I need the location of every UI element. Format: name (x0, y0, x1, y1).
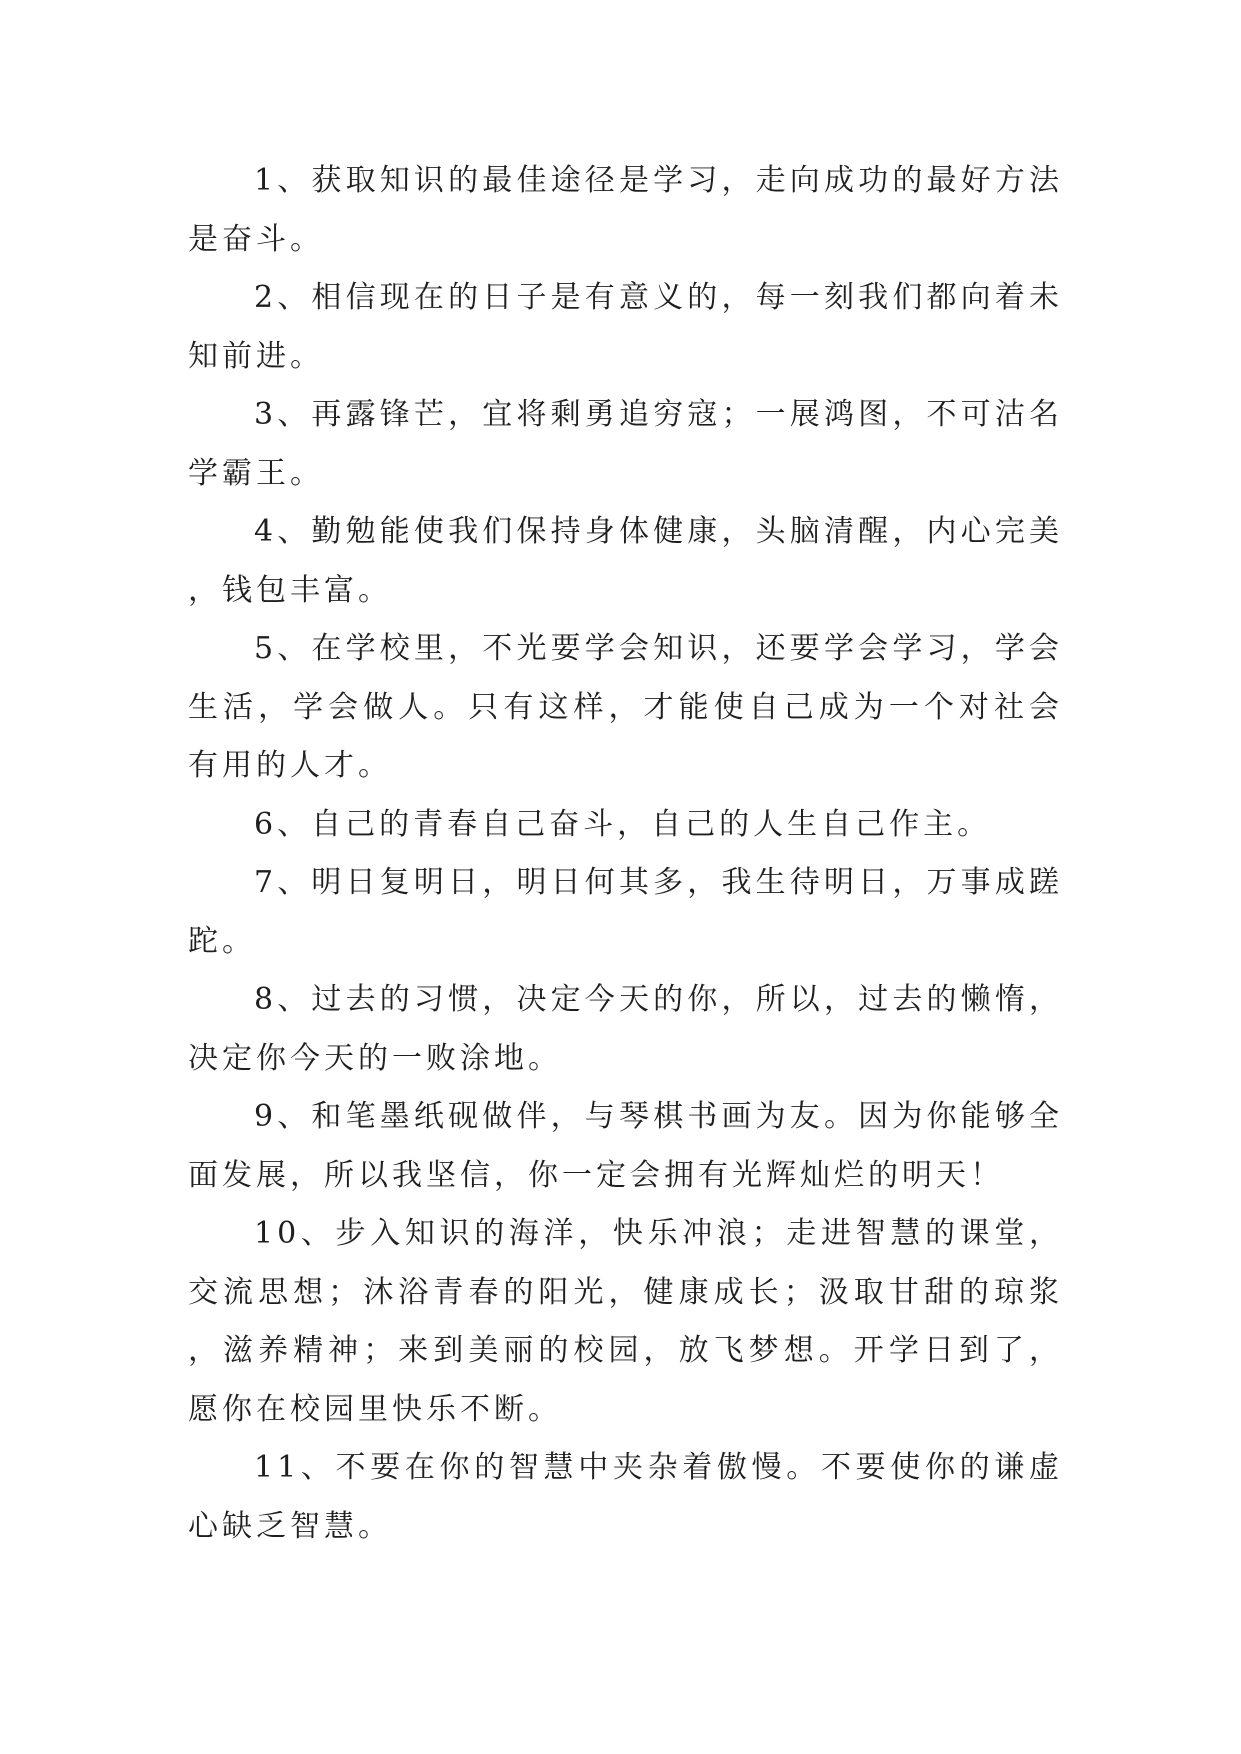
document-body (188, 152, 1063, 1556)
paragraph-1: 1、获取知识的最佳途径是学习，走向成功的最好方法是奋斗。 (188, 163, 1063, 257)
paragraph-6: 6、自己的青春自己奋斗，自己的人生自己作主。 (254, 806, 992, 842)
paragraph-9: 9、和笔墨纸砚做伴，与琴棋书画为友。因为你能够全面发展，所以我坚信，你一定会拥有光辉灿烂的明天！ (188, 1099, 1063, 1193)
paragraph-11: 11、不要在你的智慧中夹杂着傲慢。不要使你的谦虚心缺乏智慧。 (188, 1450, 1063, 1544)
paragraph-10: 10、步入知识的海洋，快乐冲浪；走进智慧的课堂，交流思想；沐浴青春的阳光，健康成长；汲取甘甜的琼浆，滋养精神；来到美丽的校园，放飞梦想。开学日到了，愿你在校园里快乐不断。 (188, 1216, 1063, 1427)
paragraph-3: 3、再露锋芒，宜将剩勇追穷寇；一展鸿图，不可沽名学霸王。 (188, 397, 1063, 491)
paragraph-4: 4、勤勉能使我们保持身体健康，头脑清醒，内心完美，钱包丰富。 (188, 514, 1063, 608)
paragraph-7: 7、明日复明日，明日何其多，我生待明日，万事成蹉跎。 (188, 865, 1063, 959)
paragraph-8: 8、过去的习惯，决定今天的你，所以，过去的懒惰，决定你今天的一败涂地。 (188, 982, 1063, 1076)
paragraph-5: 5、在学校里，不光要学会知识，还要学会学习，学会生活，学会做人。只有这样，才能使自己成为一个对社会有用的人才。 (188, 631, 1063, 783)
paragraph-2: 2、相信现在的日子是有意义的，每一刻我们都向着未知前进。 (188, 280, 1063, 374)
